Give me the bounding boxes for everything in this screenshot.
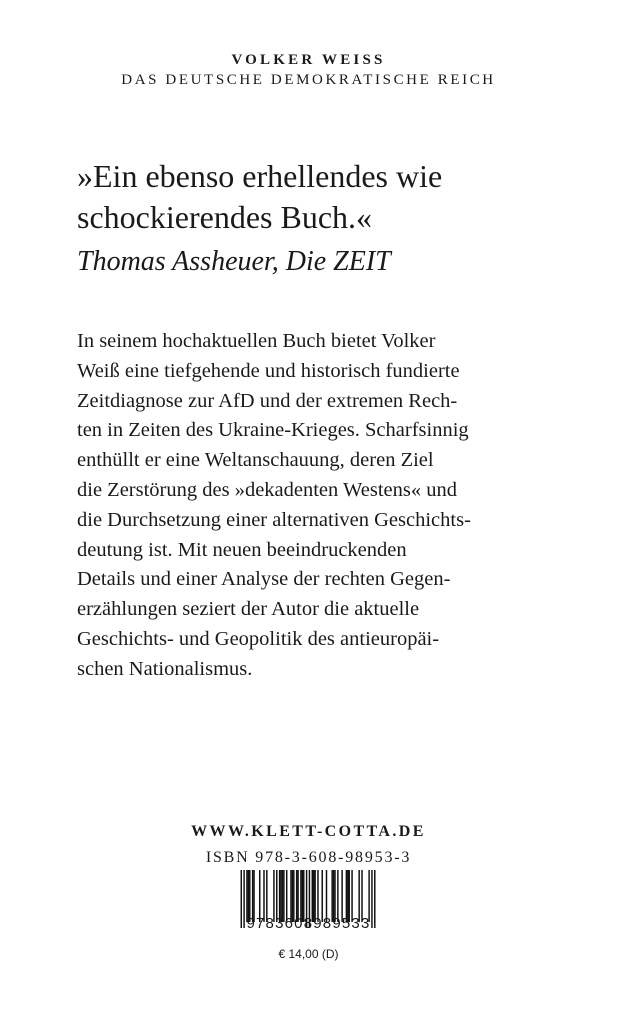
description-line: enthüllt er eine Weltanschauung, deren Ziel	[77, 449, 434, 472]
publisher-website: WWW.KLETT-COTTA.DE	[191, 823, 426, 840]
description-line: Geschichts- und Geopolitik des antieuropäi-	[77, 627, 440, 650]
quote-line-2: schockierendes Buch.«	[77, 199, 373, 235]
quote-line-1: »Ein ebenso erhellendes wie	[77, 158, 443, 194]
isbn-number: ISBN 978-3-608-98953-3	[205, 849, 412, 866]
header	[0, 50, 617, 90]
press-quote	[77, 156, 577, 282]
description-line: deutung ist. Mit neuen beeindruckenden	[77, 538, 407, 561]
description-line: erzählungen seziert der Autor die aktuelle	[77, 598, 420, 621]
description-line: In seinem hochaktuellen Buch bietet Volker	[77, 330, 436, 352]
book-title: DAS DEUTSCHE DEMOKRATISCHE REICH	[121, 72, 496, 88]
quote-source: Thomas Assheuer, Die ZEIT	[77, 246, 391, 277]
author-name: VOLKER WEISS	[231, 52, 386, 68]
description-line: Zeitdiagnose zur AfD und der extremen Rech-	[77, 389, 458, 412]
description-line: die Zerstörung des »dekadenten Westens« und	[77, 478, 457, 501]
book-description	[77, 327, 557, 685]
description-line: die Durchsetzung einer alternativen Geschichts-	[77, 508, 471, 531]
barcode-digits: 9783608989533	[246, 915, 371, 932]
description-line: Details und einer Analyse der rechten Gegen-	[77, 568, 451, 591]
quote-text	[77, 156, 577, 238]
publisher-footer	[0, 822, 617, 868]
price-label: € 14,00 (D)	[278, 947, 339, 961]
description-line: schen Nationalismus.	[77, 657, 253, 680]
description-line: ten in Zeiten des Ukraine-Krieges. Scharfsinnig	[77, 419, 469, 442]
description-line: Weiß eine tiefgehende und historisch fundierte	[77, 359, 460, 382]
